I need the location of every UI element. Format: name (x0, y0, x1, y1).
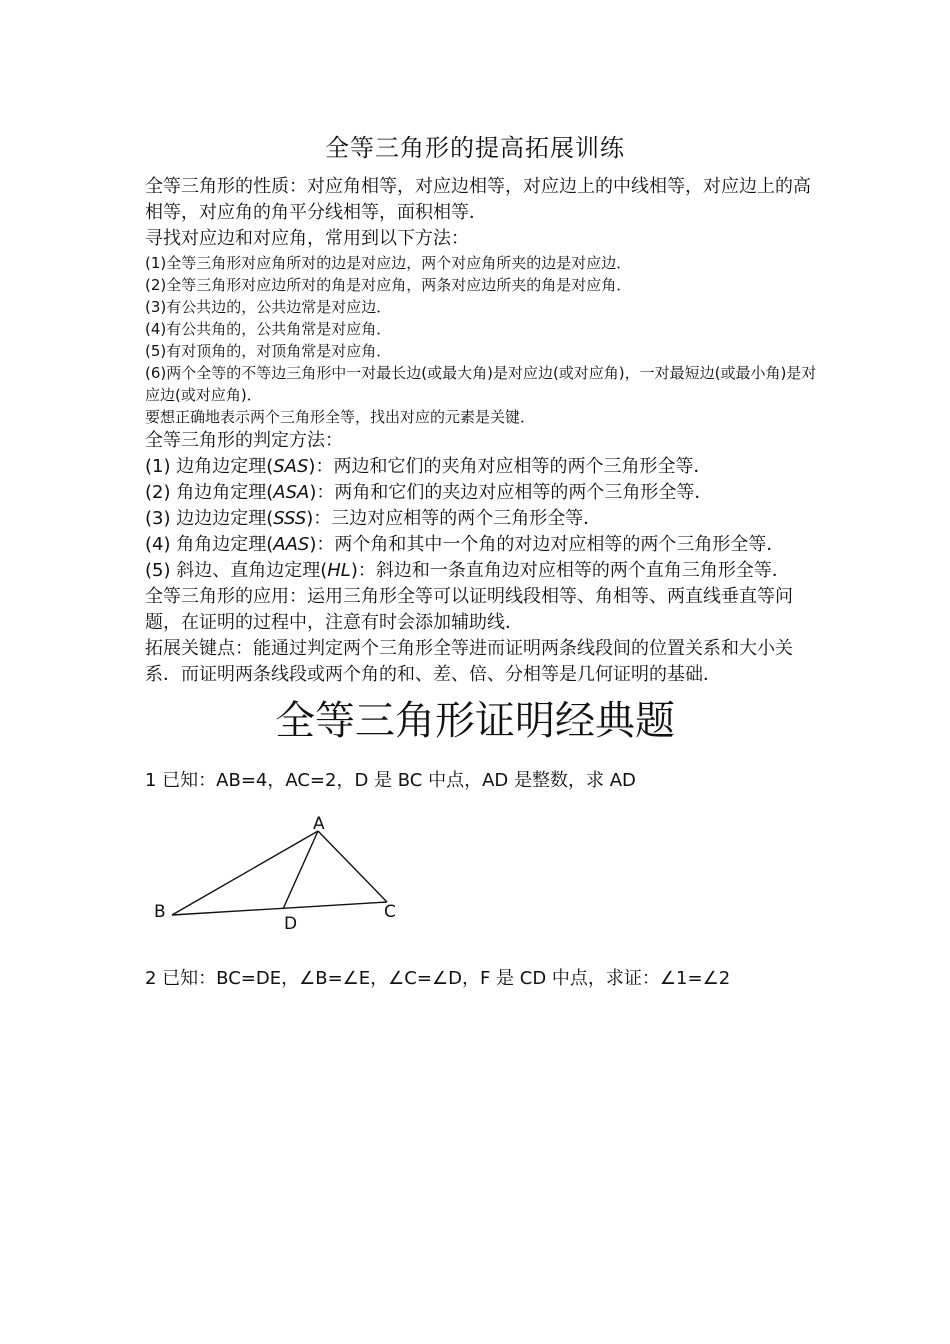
method-item: (6)两个全等的不等边三角形中一对最长边(或最大角)是对应边(或对应角)，一对最短边(或最小角)是对应边(或对应角)． (145, 364, 817, 404)
application-paragraph: 全等三角形的应用：运用三角形全等可以证明线段相等、角相等、两直线垂直等问题，在证明的过程中，注意有时会添加辅助线． (145, 586, 793, 633)
triangle-diagram (140, 808, 420, 938)
vertex-label-d: D (284, 914, 298, 934)
method-item: (3)有公共边的，公共边常是对应边． (145, 298, 392, 316)
extension-paragraph: 拓展关键点：能通过判定两个三角形全等进而证明两条线段间的位置关系和大小关系．而证明两条线段或两个角的和、差、倍、分相等是几何证明的基础． (145, 638, 793, 685)
properties-paragraph: 全等三角形的性质：对应角相等，对应边相等，对应边上的中线相等，对应边上的高相等，对应角的角平分线相等，面积相等． (145, 176, 811, 223)
section-title: 全等三角形证明经典题 (275, 698, 675, 744)
criterion-hl: (5) 斜边、直角边定理(HL)：斜边和一条直角边对应相等的两个直角三角形全等． (145, 560, 790, 581)
criterion-sas: (1) 边角边定理(SAS)：两边和它们的夹角对应相等的两个三角形全等． (145, 456, 712, 477)
method-item: (1)全等三角形对应角所对的边是对应边，两个对应角所夹的边是对应边． (145, 254, 632, 272)
triangle-figure (140, 808, 420, 938)
criteria-heading: 全等三角形的判定方法： (145, 430, 343, 451)
problem-1: 1 已知：AB=4，AC=2，D 是 BC 中点，AD 是整数，求 AD (145, 770, 636, 791)
segment-ac (318, 831, 387, 902)
segment-ad (283, 831, 318, 909)
vertex-label-b: B (154, 902, 166, 922)
criterion-asa: (2) 角边角定理(ASA)：两角和它们的夹边对应相等的两个三角形全等． (145, 482, 713, 503)
find-heading: 寻找对应边和对应角，常用到以下方法： (145, 228, 469, 249)
segment-bc (172, 902, 387, 915)
vertex-label-a: A (313, 814, 325, 834)
criterion-aas: (4) 角角边定理(AAS)：两个角和其中一个角的对边对应相等的两个三角形全等． (145, 534, 785, 555)
page-title: 全等三角形的提高拓展训练 (325, 134, 625, 162)
method-item: (4)有公共角的，公共角常是对应角． (145, 320, 392, 338)
key-note: 要想正确地表示两个三角形全等，找出对应的元素是关键． (145, 408, 536, 426)
criterion-sss: (3) 边边边定理(SSS)：三边对应相等的两个三角形全等． (145, 508, 602, 529)
problem-2: 2 已知：BC=DE，∠B=∠E，∠C=∠D，F 是 CD 中点，求证：∠1=∠2 (145, 968, 731, 989)
vertex-label-c: C (384, 902, 396, 922)
method-item: (2)全等三角形对应边所对的角是对应角，两条对应边所夹的角是对应角． (145, 276, 632, 294)
intro-content (145, 174, 825, 688)
segment-ab (172, 831, 318, 915)
method-item: (5)有对顶角的，对顶角常是对应角． (145, 342, 392, 360)
